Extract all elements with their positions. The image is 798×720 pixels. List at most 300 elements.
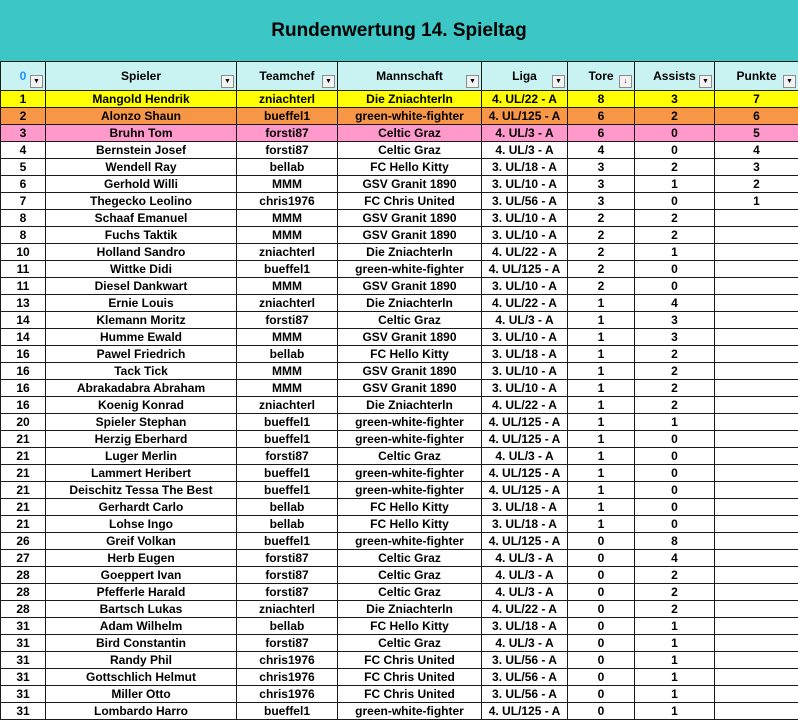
cell-punkte[interactable] bbox=[715, 346, 798, 363]
cell-spieler[interactable]: Thegecko Leolino bbox=[46, 193, 237, 210]
cell-punkte[interactable] bbox=[715, 312, 798, 329]
cell-spieler[interactable]: Fuchs Taktik bbox=[46, 227, 237, 244]
cell-mannschaft[interactable]: FC Chris United bbox=[338, 686, 482, 703]
cell-liga[interactable]: 4. UL/3 - A bbox=[482, 125, 568, 142]
cell-mannschaft[interactable]: GSV Granit 1890 bbox=[338, 329, 482, 346]
cell-mannschaft[interactable]: FC Hello Kitty bbox=[338, 159, 482, 176]
cell-assists[interactable]: 0 bbox=[635, 448, 715, 465]
cell-mannschaft[interactable]: Celtic Graz bbox=[338, 635, 482, 652]
cell-punkte[interactable] bbox=[715, 431, 798, 448]
sort-descending-icon[interactable]: ↓ bbox=[619, 75, 632, 88]
cell-punkte[interactable] bbox=[715, 465, 798, 482]
cell-tore[interactable]: 0 bbox=[568, 618, 635, 635]
header-punkte[interactable]: Punkte ▼ bbox=[715, 62, 798, 91]
cell-tore[interactable]: 0 bbox=[568, 533, 635, 550]
cell-liga[interactable]: 4. UL/125 - A bbox=[482, 108, 568, 125]
cell-tore[interactable]: 0 bbox=[568, 669, 635, 686]
cell-assists[interactable]: 0 bbox=[635, 516, 715, 533]
cell-tore[interactable]: 2 bbox=[568, 210, 635, 227]
cell-assists[interactable]: 0 bbox=[635, 142, 715, 159]
cell-rank[interactable]: 8 bbox=[1, 210, 46, 227]
cell-mannschaft[interactable]: Die Zniachterln bbox=[338, 244, 482, 261]
cell-liga[interactable]: 3. UL/10 - A bbox=[482, 329, 568, 346]
cell-punkte[interactable] bbox=[715, 397, 798, 414]
cell-tore[interactable]: 0 bbox=[568, 550, 635, 567]
cell-punkte[interactable] bbox=[715, 618, 798, 635]
cell-punkte[interactable] bbox=[715, 669, 798, 686]
cell-rank[interactable]: 16 bbox=[1, 397, 46, 414]
cell-mannschaft[interactable]: Celtic Graz bbox=[338, 567, 482, 584]
cell-punkte[interactable] bbox=[715, 261, 798, 278]
cell-spieler[interactable]: Herzig Eberhard bbox=[46, 431, 237, 448]
cell-spieler[interactable]: Pfefferle Harald bbox=[46, 584, 237, 601]
cell-teamchef[interactable]: bueffel1 bbox=[237, 414, 338, 431]
cell-assists[interactable]: 0 bbox=[635, 482, 715, 499]
header-liga[interactable]: Liga ▼ bbox=[482, 62, 568, 91]
cell-mannschaft[interactable]: FC Hello Kitty bbox=[338, 499, 482, 516]
cell-liga[interactable]: 4. UL/22 - A bbox=[482, 295, 568, 312]
cell-spieler[interactable]: Deischitz Tessa The Best bbox=[46, 482, 237, 499]
cell-mannschaft[interactable]: GSV Granit 1890 bbox=[338, 176, 482, 193]
cell-punkte[interactable] bbox=[715, 499, 798, 516]
cell-spieler[interactable]: Lohse Ingo bbox=[46, 516, 237, 533]
cell-assists[interactable]: 3 bbox=[635, 312, 715, 329]
cell-spieler[interactable]: Gerhold Willi bbox=[46, 176, 237, 193]
cell-liga[interactable]: 3. UL/56 - A bbox=[482, 652, 568, 669]
cell-mannschaft[interactable]: green-white-fighter bbox=[338, 465, 482, 482]
cell-tore[interactable]: 6 bbox=[568, 108, 635, 125]
cell-punkte[interactable] bbox=[715, 244, 798, 261]
cell-assists[interactable]: 0 bbox=[635, 278, 715, 295]
cell-teamchef[interactable]: MMM bbox=[237, 363, 338, 380]
cell-tore[interactable]: 1 bbox=[568, 448, 635, 465]
cell-rank[interactable]: 7 bbox=[1, 193, 46, 210]
cell-liga[interactable]: 4. UL/125 - A bbox=[482, 703, 568, 720]
cell-teamchef[interactable]: forsti87 bbox=[237, 448, 338, 465]
cell-teamchef[interactable]: zniachterl bbox=[237, 244, 338, 261]
cell-tore[interactable]: 8 bbox=[568, 91, 635, 108]
cell-mannschaft[interactable]: GSV Granit 1890 bbox=[338, 380, 482, 397]
cell-mannschaft[interactable]: GSV Granit 1890 bbox=[338, 227, 482, 244]
cell-liga[interactable]: 3. UL/18 - A bbox=[482, 499, 568, 516]
cell-assists[interactable]: 4 bbox=[635, 295, 715, 312]
dropdown-arrow-icon[interactable]: ▼ bbox=[30, 75, 43, 88]
cell-teamchef[interactable]: bellab bbox=[237, 618, 338, 635]
cell-liga[interactable]: 3. UL/10 - A bbox=[482, 210, 568, 227]
cell-rank[interactable]: 11 bbox=[1, 278, 46, 295]
cell-spieler[interactable]: Koenig Konrad bbox=[46, 397, 237, 414]
cell-assists[interactable]: 2 bbox=[635, 363, 715, 380]
cell-tore[interactable]: 0 bbox=[568, 601, 635, 618]
cell-liga[interactable]: 4. UL/3 - A bbox=[482, 312, 568, 329]
cell-liga[interactable]: 3. UL/56 - A bbox=[482, 193, 568, 210]
cell-mannschaft[interactable]: Die Zniachterln bbox=[338, 91, 482, 108]
cell-spieler[interactable]: Luger Merlin bbox=[46, 448, 237, 465]
cell-liga[interactable]: 4. UL/22 - A bbox=[482, 91, 568, 108]
cell-tore[interactable]: 3 bbox=[568, 159, 635, 176]
cell-rank[interactable]: 26 bbox=[1, 533, 46, 550]
cell-tore[interactable]: 1 bbox=[568, 346, 635, 363]
cell-punkte[interactable] bbox=[715, 635, 798, 652]
cell-mannschaft[interactable]: FC Chris United bbox=[338, 652, 482, 669]
cell-tore[interactable]: 1 bbox=[568, 431, 635, 448]
cell-punkte[interactable]: 3 bbox=[715, 159, 798, 176]
cell-spieler[interactable]: Bird Constantin bbox=[46, 635, 237, 652]
cell-liga[interactable]: 4. UL/125 - A bbox=[482, 465, 568, 482]
cell-liga[interactable]: 3. UL/18 - A bbox=[482, 618, 568, 635]
cell-spieler[interactable]: Schaaf Emanuel bbox=[46, 210, 237, 227]
cell-rank[interactable]: 16 bbox=[1, 346, 46, 363]
cell-rank[interactable]: 20 bbox=[1, 414, 46, 431]
cell-teamchef[interactable]: MMM bbox=[237, 329, 338, 346]
cell-mannschaft[interactable]: Die Zniachterln bbox=[338, 601, 482, 618]
cell-assists[interactable]: 8 bbox=[635, 533, 715, 550]
cell-liga[interactable]: 4. UL/22 - A bbox=[482, 601, 568, 618]
cell-liga[interactable]: 4. UL/3 - A bbox=[482, 550, 568, 567]
cell-tore[interactable]: 2 bbox=[568, 227, 635, 244]
cell-teamchef[interactable]: forsti87 bbox=[237, 125, 338, 142]
cell-assists[interactable]: 2 bbox=[635, 601, 715, 618]
cell-rank[interactable]: 16 bbox=[1, 363, 46, 380]
cell-mannschaft[interactable]: FC Chris United bbox=[338, 669, 482, 686]
cell-punkte[interactable] bbox=[715, 516, 798, 533]
cell-rank[interactable]: 31 bbox=[1, 703, 46, 720]
cell-liga[interactable]: 3. UL/56 - A bbox=[482, 669, 568, 686]
cell-mannschaft[interactable]: FC Hello Kitty bbox=[338, 618, 482, 635]
cell-assists[interactable]: 0 bbox=[635, 261, 715, 278]
cell-teamchef[interactable]: bellab bbox=[237, 499, 338, 516]
cell-liga[interactable]: 4. UL/3 - A bbox=[482, 448, 568, 465]
cell-punkte[interactable] bbox=[715, 295, 798, 312]
cell-spieler[interactable]: Adam Wilhelm bbox=[46, 618, 237, 635]
cell-rank[interactable]: 13 bbox=[1, 295, 46, 312]
cell-teamchef[interactable]: chris1976 bbox=[237, 669, 338, 686]
cell-assists[interactable]: 2 bbox=[635, 159, 715, 176]
cell-spieler[interactable]: Bruhn Tom bbox=[46, 125, 237, 142]
cell-mannschaft[interactable]: Celtic Graz bbox=[338, 142, 482, 159]
cell-assists[interactable]: 0 bbox=[635, 125, 715, 142]
cell-teamchef[interactable]: forsti87 bbox=[237, 312, 338, 329]
cell-punkte[interactable]: 4 bbox=[715, 142, 798, 159]
cell-tore[interactable]: 0 bbox=[568, 686, 635, 703]
cell-spieler[interactable]: Goeppert Ivan bbox=[46, 567, 237, 584]
cell-teamchef[interactable]: zniachterl bbox=[237, 601, 338, 618]
cell-assists[interactable]: 0 bbox=[635, 465, 715, 482]
cell-mannschaft[interactable]: Celtic Graz bbox=[338, 448, 482, 465]
cell-teamchef[interactable]: MMM bbox=[237, 227, 338, 244]
cell-punkte[interactable] bbox=[715, 363, 798, 380]
cell-punkte[interactable]: 7 bbox=[715, 91, 798, 108]
cell-tore[interactable]: 1 bbox=[568, 295, 635, 312]
cell-rank[interactable]: 16 bbox=[1, 380, 46, 397]
cell-rank[interactable]: 31 bbox=[1, 618, 46, 635]
cell-assists[interactable]: 1 bbox=[635, 652, 715, 669]
header-tore[interactable]: Tore ↓ bbox=[568, 62, 635, 91]
dropdown-arrow-icon[interactable]: ▼ bbox=[466, 75, 479, 88]
cell-rank[interactable]: 21 bbox=[1, 516, 46, 533]
cell-rank[interactable]: 10 bbox=[1, 244, 46, 261]
cell-liga[interactable]: 3. UL/56 - A bbox=[482, 686, 568, 703]
cell-teamchef[interactable]: forsti87 bbox=[237, 584, 338, 601]
cell-liga[interactable]: 4. UL/22 - A bbox=[482, 397, 568, 414]
cell-tore[interactable]: 1 bbox=[568, 465, 635, 482]
cell-punkte[interactable] bbox=[715, 533, 798, 550]
cell-tore[interactable]: 1 bbox=[568, 329, 635, 346]
cell-spieler[interactable]: Ernie Louis bbox=[46, 295, 237, 312]
cell-liga[interactable]: 3. UL/18 - A bbox=[482, 346, 568, 363]
cell-tore[interactable]: 4 bbox=[568, 142, 635, 159]
cell-teamchef[interactable]: forsti87 bbox=[237, 142, 338, 159]
cell-punkte[interactable] bbox=[715, 652, 798, 669]
cell-tore[interactable]: 0 bbox=[568, 703, 635, 720]
cell-rank[interactable]: 8 bbox=[1, 227, 46, 244]
cell-rank[interactable]: 4 bbox=[1, 142, 46, 159]
cell-tore[interactable]: 1 bbox=[568, 380, 635, 397]
cell-spieler[interactable]: Greif Volkan bbox=[46, 533, 237, 550]
cell-spieler[interactable]: Wittke Didi bbox=[46, 261, 237, 278]
cell-mannschaft[interactable]: FC Hello Kitty bbox=[338, 516, 482, 533]
cell-spieler[interactable]: Bernstein Josef bbox=[46, 142, 237, 159]
header-spieler[interactable]: Spieler ▼ bbox=[46, 62, 237, 91]
cell-teamchef[interactable]: forsti87 bbox=[237, 635, 338, 652]
cell-liga[interactable]: 3. UL/18 - A bbox=[482, 159, 568, 176]
cell-rank[interactable]: 28 bbox=[1, 601, 46, 618]
cell-punkte[interactable] bbox=[715, 482, 798, 499]
cell-punkte[interactable] bbox=[715, 703, 798, 720]
cell-rank[interactable]: 1 bbox=[1, 91, 46, 108]
cell-rank[interactable]: 21 bbox=[1, 431, 46, 448]
dropdown-arrow-icon[interactable]: ▼ bbox=[699, 75, 712, 88]
cell-assists[interactable]: 0 bbox=[635, 431, 715, 448]
cell-punkte[interactable]: 1 bbox=[715, 193, 798, 210]
cell-punkte[interactable]: 6 bbox=[715, 108, 798, 125]
cell-tore[interactable]: 2 bbox=[568, 244, 635, 261]
cell-teamchef[interactable]: bueffel1 bbox=[237, 431, 338, 448]
cell-spieler[interactable]: Spieler Stephan bbox=[46, 414, 237, 431]
cell-tore[interactable]: 1 bbox=[568, 312, 635, 329]
cell-assists[interactable]: 3 bbox=[635, 91, 715, 108]
cell-liga[interactable]: 4. UL/22 - A bbox=[482, 244, 568, 261]
cell-liga[interactable]: 3. UL/10 - A bbox=[482, 380, 568, 397]
cell-spieler[interactable]: Wendell Ray bbox=[46, 159, 237, 176]
cell-assists[interactable]: 0 bbox=[635, 499, 715, 516]
header-mannschaft[interactable]: Mannschaft ▼ bbox=[338, 62, 482, 91]
dropdown-arrow-icon[interactable]: ▼ bbox=[783, 75, 796, 88]
cell-mannschaft[interactable]: green-white-fighter bbox=[338, 261, 482, 278]
cell-assists[interactable]: 2 bbox=[635, 397, 715, 414]
cell-punkte[interactable] bbox=[715, 550, 798, 567]
header-assists[interactable]: Assists ▼ bbox=[635, 62, 715, 91]
cell-punkte[interactable] bbox=[715, 686, 798, 703]
cell-assists[interactable]: 4 bbox=[635, 550, 715, 567]
cell-assists[interactable]: 1 bbox=[635, 669, 715, 686]
cell-mannschaft[interactable]: green-white-fighter bbox=[338, 703, 482, 720]
cell-liga[interactable]: 4. UL/3 - A bbox=[482, 567, 568, 584]
cell-assists[interactable]: 1 bbox=[635, 703, 715, 720]
cell-mannschaft[interactable]: Celtic Graz bbox=[338, 125, 482, 142]
cell-punkte[interactable] bbox=[715, 227, 798, 244]
cell-liga[interactable]: 3. UL/18 - A bbox=[482, 516, 568, 533]
cell-tore[interactable]: 0 bbox=[568, 635, 635, 652]
cell-spieler[interactable]: Holland Sandro bbox=[46, 244, 237, 261]
cell-assists[interactable]: 2 bbox=[635, 108, 715, 125]
cell-teamchef[interactable]: bellab bbox=[237, 159, 338, 176]
cell-liga[interactable]: 3. UL/10 - A bbox=[482, 363, 568, 380]
cell-liga[interactable]: 3. UL/10 - A bbox=[482, 227, 568, 244]
cell-teamchef[interactable]: MMM bbox=[237, 210, 338, 227]
cell-liga[interactable]: 4. UL/125 - A bbox=[482, 533, 568, 550]
cell-tore[interactable]: 6 bbox=[568, 125, 635, 142]
cell-teamchef[interactable]: bueffel1 bbox=[237, 703, 338, 720]
cell-assists[interactable]: 0 bbox=[635, 193, 715, 210]
cell-spieler[interactable]: Abrakadabra Abraham bbox=[46, 380, 237, 397]
cell-mannschaft[interactable]: Die Zniachterln bbox=[338, 295, 482, 312]
cell-liga[interactable]: 4. UL/125 - A bbox=[482, 482, 568, 499]
cell-rank[interactable]: 28 bbox=[1, 584, 46, 601]
cell-teamchef[interactable]: bellab bbox=[237, 346, 338, 363]
cell-mannschaft[interactable]: FC Hello Kitty bbox=[338, 346, 482, 363]
cell-assists[interactable]: 1 bbox=[635, 635, 715, 652]
cell-spieler[interactable]: Lombardo Harro bbox=[46, 703, 237, 720]
cell-punkte[interactable] bbox=[715, 210, 798, 227]
cell-rank[interactable]: 5 bbox=[1, 159, 46, 176]
cell-rank[interactable]: 21 bbox=[1, 448, 46, 465]
cell-teamchef[interactable]: forsti87 bbox=[237, 550, 338, 567]
cell-rank[interactable]: 31 bbox=[1, 669, 46, 686]
cell-mannschaft[interactable]: green-white-fighter bbox=[338, 482, 482, 499]
cell-mannschaft[interactable]: GSV Granit 1890 bbox=[338, 210, 482, 227]
cell-mannschaft[interactable]: GSV Granit 1890 bbox=[338, 363, 482, 380]
cell-punkte[interactable] bbox=[715, 567, 798, 584]
cell-spieler[interactable]: Klemann Moritz bbox=[46, 312, 237, 329]
cell-teamchef[interactable]: bueffel1 bbox=[237, 108, 338, 125]
cell-punkte[interactable] bbox=[715, 278, 798, 295]
cell-rank[interactable]: 3 bbox=[1, 125, 46, 142]
cell-teamchef[interactable]: MMM bbox=[237, 380, 338, 397]
cell-punkte[interactable] bbox=[715, 329, 798, 346]
cell-teamchef[interactable]: bueffel1 bbox=[237, 465, 338, 482]
cell-rank[interactable]: 28 bbox=[1, 567, 46, 584]
cell-teamchef[interactable]: chris1976 bbox=[237, 193, 338, 210]
cell-spieler[interactable]: Pawel Friedrich bbox=[46, 346, 237, 363]
cell-spieler[interactable]: Miller Otto bbox=[46, 686, 237, 703]
cell-assists[interactable]: 2 bbox=[635, 584, 715, 601]
cell-tore[interactable]: 1 bbox=[568, 397, 635, 414]
cell-punkte[interactable] bbox=[715, 601, 798, 618]
cell-tore[interactable]: 0 bbox=[568, 652, 635, 669]
cell-tore[interactable]: 1 bbox=[568, 499, 635, 516]
cell-assists[interactable]: 1 bbox=[635, 244, 715, 261]
cell-teamchef[interactable]: bueffel1 bbox=[237, 533, 338, 550]
dropdown-arrow-icon[interactable]: ▼ bbox=[552, 75, 565, 88]
dropdown-arrow-icon[interactable]: ▼ bbox=[221, 75, 234, 88]
cell-assists[interactable]: 2 bbox=[635, 346, 715, 363]
header-rank[interactable]: 0 ▼ bbox=[1, 62, 46, 91]
cell-tore[interactable]: 1 bbox=[568, 516, 635, 533]
cell-spieler[interactable]: Alonzo Shaun bbox=[46, 108, 237, 125]
cell-assists[interactable]: 1 bbox=[635, 618, 715, 635]
cell-teamchef[interactable]: zniachterl bbox=[237, 397, 338, 414]
cell-rank[interactable]: 2 bbox=[1, 108, 46, 125]
cell-assists[interactable]: 2 bbox=[635, 210, 715, 227]
cell-punkte[interactable] bbox=[715, 380, 798, 397]
cell-teamchef[interactable]: chris1976 bbox=[237, 652, 338, 669]
cell-rank[interactable]: 11 bbox=[1, 261, 46, 278]
cell-punkte[interactable]: 5 bbox=[715, 125, 798, 142]
cell-mannschaft[interactable]: FC Chris United bbox=[338, 193, 482, 210]
cell-liga[interactable]: 4. UL/125 - A bbox=[482, 261, 568, 278]
cell-rank[interactable]: 31 bbox=[1, 635, 46, 652]
cell-punkte[interactable]: 2 bbox=[715, 176, 798, 193]
cell-spieler[interactable]: Tack Tick bbox=[46, 363, 237, 380]
cell-mannschaft[interactable]: Celtic Graz bbox=[338, 550, 482, 567]
cell-tore[interactable]: 3 bbox=[568, 193, 635, 210]
dropdown-arrow-icon[interactable]: ▼ bbox=[322, 75, 335, 88]
cell-mannschaft[interactable]: GSV Granit 1890 bbox=[338, 278, 482, 295]
cell-tore[interactable]: 1 bbox=[568, 363, 635, 380]
cell-rank[interactable]: 31 bbox=[1, 652, 46, 669]
cell-rank[interactable]: 14 bbox=[1, 329, 46, 346]
cell-liga[interactable]: 4. UL/3 - A bbox=[482, 142, 568, 159]
cell-rank[interactable]: 21 bbox=[1, 499, 46, 516]
cell-mannschaft[interactable]: green-white-fighter bbox=[338, 414, 482, 431]
cell-mannschaft[interactable]: Celtic Graz bbox=[338, 584, 482, 601]
cell-teamchef[interactable]: chris1976 bbox=[237, 686, 338, 703]
cell-teamchef[interactable]: forsti87 bbox=[237, 567, 338, 584]
cell-tore[interactable]: 3 bbox=[568, 176, 635, 193]
cell-liga[interactable]: 4. UL/3 - A bbox=[482, 635, 568, 652]
cell-spieler[interactable]: Mangold Hendrik bbox=[46, 91, 237, 108]
cell-teamchef[interactable]: zniachterl bbox=[237, 91, 338, 108]
cell-spieler[interactable]: Herb Eugen bbox=[46, 550, 237, 567]
cell-spieler[interactable]: Randy Phil bbox=[46, 652, 237, 669]
header-teamchef[interactable]: Teamchef ▼ bbox=[237, 62, 338, 91]
cell-teamchef[interactable]: zniachterl bbox=[237, 295, 338, 312]
cell-tore[interactable]: 1 bbox=[568, 414, 635, 431]
cell-liga[interactable]: 3. UL/10 - A bbox=[482, 176, 568, 193]
cell-tore[interactable]: 2 bbox=[568, 278, 635, 295]
cell-teamchef[interactable]: MMM bbox=[237, 278, 338, 295]
cell-teamchef[interactable]: bueffel1 bbox=[237, 261, 338, 278]
cell-spieler[interactable]: Diesel Dankwart bbox=[46, 278, 237, 295]
cell-spieler[interactable]: Humme Ewald bbox=[46, 329, 237, 346]
cell-spieler[interactable]: Gottschlich Helmut bbox=[46, 669, 237, 686]
cell-assists[interactable]: 1 bbox=[635, 686, 715, 703]
cell-liga[interactable]: 4. UL/3 - A bbox=[482, 584, 568, 601]
cell-rank[interactable]: 21 bbox=[1, 482, 46, 499]
cell-assists[interactable]: 2 bbox=[635, 380, 715, 397]
cell-teamchef[interactable]: MMM bbox=[237, 176, 338, 193]
cell-assists[interactable]: 2 bbox=[635, 227, 715, 244]
cell-assists[interactable]: 2 bbox=[635, 567, 715, 584]
cell-mannschaft[interactable]: green-white-fighter bbox=[338, 108, 482, 125]
cell-liga[interactable]: 4. UL/125 - A bbox=[482, 414, 568, 431]
cell-mannschaft[interactable]: Die Zniachterln bbox=[338, 397, 482, 414]
cell-rank[interactable]: 21 bbox=[1, 465, 46, 482]
cell-liga[interactable]: 3. UL/10 - A bbox=[482, 278, 568, 295]
cell-tore[interactable]: 1 bbox=[568, 482, 635, 499]
cell-punkte[interactable] bbox=[715, 584, 798, 601]
cell-assists[interactable]: 1 bbox=[635, 414, 715, 431]
cell-rank[interactable]: 31 bbox=[1, 686, 46, 703]
cell-spieler[interactable]: Gerhardt Carlo bbox=[46, 499, 237, 516]
cell-tore[interactable]: 2 bbox=[568, 261, 635, 278]
cell-liga[interactable]: 4. UL/125 - A bbox=[482, 431, 568, 448]
cell-punkte[interactable] bbox=[715, 414, 798, 431]
cell-teamchef[interactable]: bueffel1 bbox=[237, 482, 338, 499]
cell-mannschaft[interactable]: green-white-fighter bbox=[338, 533, 482, 550]
cell-spieler[interactable]: Lammert Heribert bbox=[46, 465, 237, 482]
